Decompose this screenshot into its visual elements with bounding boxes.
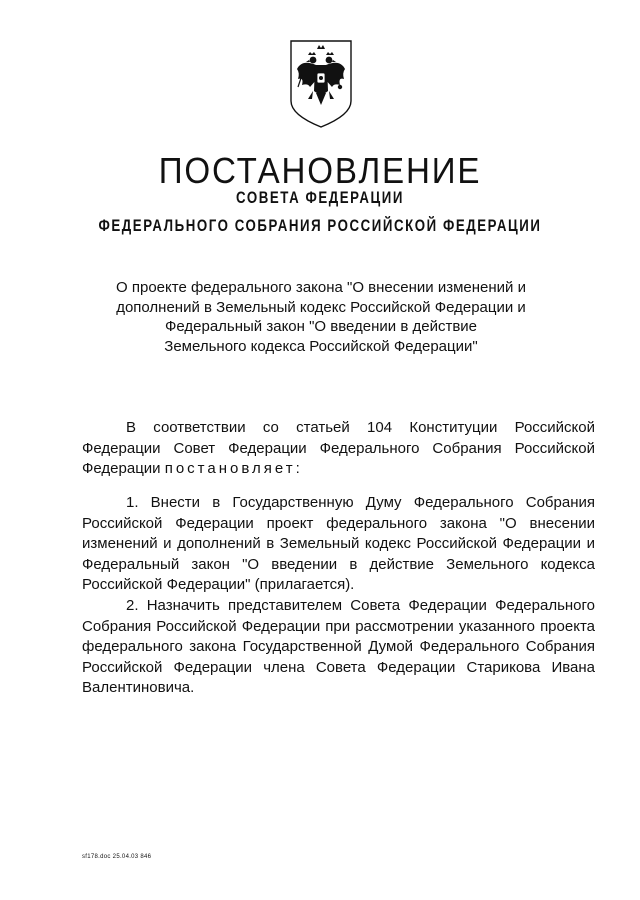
heading-line: Федеральный закон "О введении в действие [164,318,478,335]
preamble-paragraph [82,418,595,480]
document-heading [80,278,562,356]
heading-line: дополнений в Земельный кодекс Российской Федерации и [116,298,526,316]
preamble-verb: постановляет: [164,460,303,477]
item-2-text: 2. Назначить представителем Совета Федерации Федерального Собрания Российской Федерации при рассмотрении указанного проекта федерального закона Государственной Думой Федерального Собрания Российской Федерации члена Совета Федерации Старикова Ивана Валентиновича. [82,597,595,696]
heading-line: Земельного кодекса Российской Федерации" [164,337,478,355]
item-1-text: 1. Внести в Государственную Думу Федерального Собрания Российской Федерации проект федерального закона "О внесении изменений и дополнений в Земельный кодекс Российской Федерации и Федеральный закон "О введении в действие Земельного кодекса Российской Федерации" (прилагается). [82,494,595,593]
heading-line: О проекте федерального закона "О внесении изменений и [116,279,526,296]
document-title: ПОСТАНОВЛЕНИЕ [158,150,482,191]
file-stamp: sf178.doc 25.04.03 846 [82,854,152,860]
item-1-paragraph [82,493,595,596]
document-subtitle-line2: ФЕДЕРАЛЬНОГО СОБРАНИЯ РОССИЙСКОЙ ФЕДЕРАЦИИ [98,216,542,235]
preamble-text: В соответствии со статьей 104 Конституции Российской Федерации Совет Федерации Федерального Собрания Российской Федерации [82,419,595,477]
coat-of-arms-icon [288,35,354,129]
document-subtitle-line1: СОВЕТА ФЕДЕРАЦИИ [236,188,404,207]
item-2-paragraph [82,596,595,699]
